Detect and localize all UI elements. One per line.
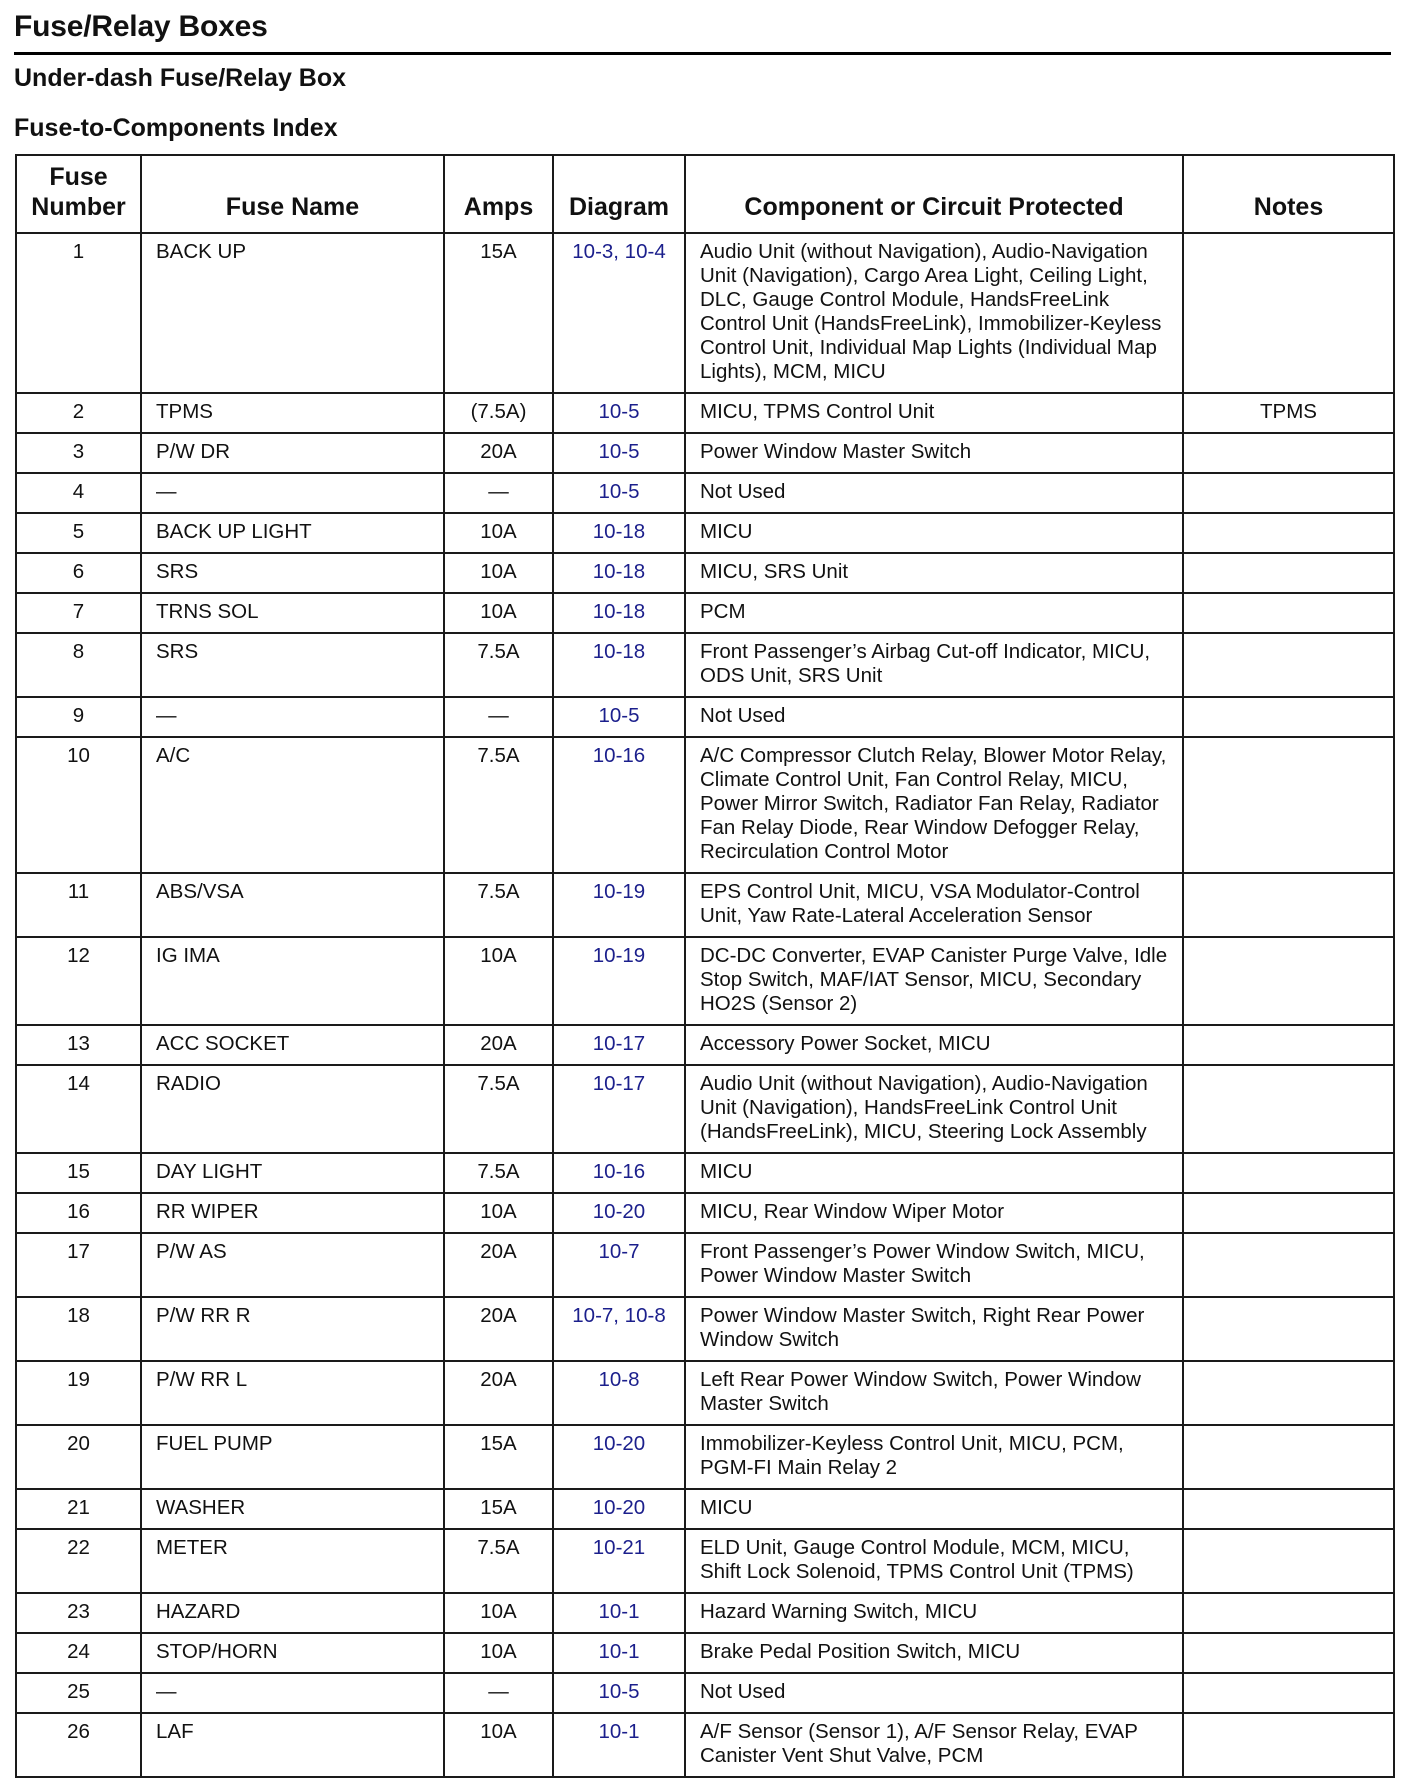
fuse-number-cell: 16: [16, 1193, 141, 1233]
diagram-link[interactable]: 10-20: [553, 1193, 685, 1233]
amps-cell: 20A: [444, 433, 553, 473]
component-cell: Front Passenger’s Airbag Cut-off Indicator, MICU, ODS Unit, SRS Unit: [685, 633, 1183, 697]
fuse-number-cell: 9: [16, 697, 141, 737]
amps-cell: 10A: [444, 937, 553, 1025]
amps-cell: 7.5A: [444, 633, 553, 697]
amps-cell: 10A: [444, 1633, 553, 1673]
section-heading: Fuse-to-Components Index: [14, 114, 338, 142]
table-row: [16, 937, 1394, 1025]
fuse-number-cell: 1: [16, 233, 141, 393]
notes-cell: [1183, 433, 1394, 473]
document-page: [14, 0, 1394, 1767]
table-row: [16, 1361, 1394, 1425]
fuse-name-cell: TRNS SOL: [141, 593, 444, 633]
diagram-link[interactable]: 10-21: [553, 1529, 685, 1593]
notes-cell: [1183, 1193, 1394, 1233]
amps-cell: 10A: [444, 553, 553, 593]
diagram-link[interactable]: 10-18: [553, 633, 685, 697]
table-row: [16, 513, 1394, 553]
notes-cell: [1183, 1153, 1394, 1193]
amps-cell: 20A: [444, 1361, 553, 1425]
notes-cell: [1183, 1233, 1394, 1297]
component-cell: DC-DC Converter, EVAP Canister Purge Valve, Idle Stop Switch, MAF/IAT Sensor, MICU, Secondary HO2S (Sensor 2): [685, 937, 1183, 1025]
fuse-number-cell: 20: [16, 1425, 141, 1489]
table-row: [16, 1025, 1394, 1065]
fuse-number-cell: 26: [16, 1713, 141, 1777]
fuse-number-cell: 13: [16, 1025, 141, 1065]
amps-cell: 10A: [444, 1593, 553, 1633]
fuse-name-cell: A/C: [141, 737, 444, 873]
table-row: [16, 1489, 1394, 1529]
fuse-number-cell: 3: [16, 433, 141, 473]
fuse-number-cell: 24: [16, 1633, 141, 1673]
fuse-number-cell: 19: [16, 1361, 141, 1425]
amps-cell: 7.5A: [444, 1153, 553, 1193]
diagram-link[interactable]: 10-17: [553, 1025, 685, 1065]
table-row: [16, 1065, 1394, 1153]
notes-cell: [1183, 553, 1394, 593]
diagram-link[interactable]: 10-5: [553, 433, 685, 473]
notes-cell: [1183, 1297, 1394, 1361]
notes-cell: [1183, 697, 1394, 737]
amps-cell: 10A: [444, 513, 553, 553]
amps-cell: 20A: [444, 1025, 553, 1065]
diagram-link[interactable]: 10-1: [553, 1713, 685, 1777]
notes-cell: [1183, 1633, 1394, 1673]
diagram-link[interactable]: 10-1: [553, 1593, 685, 1633]
table-row: [16, 1529, 1394, 1593]
fuse-number-cell: 12: [16, 937, 141, 1025]
diagram-link[interactable]: 10-7: [553, 1233, 685, 1297]
fuse-number-cell: 5: [16, 513, 141, 553]
title-divider: [14, 52, 1391, 55]
header-fuse-number-line2: Number: [31, 193, 126, 221]
notes-cell: [1183, 1673, 1394, 1713]
notes-cell: [1183, 737, 1394, 873]
fuse-number-cell: 10: [16, 737, 141, 873]
amps-cell: 15A: [444, 1489, 553, 1529]
table-row: [16, 593, 1394, 633]
header-component: Component or Circuit Protected: [685, 155, 1183, 233]
diagram-link[interactable]: 10-19: [553, 873, 685, 937]
fuse-name-cell: BACK UP: [141, 233, 444, 393]
component-cell: Not Used: [685, 1673, 1183, 1713]
component-cell: Power Window Master Switch, Right Rear Power Window Switch: [685, 1297, 1183, 1361]
table-row: [16, 393, 1394, 433]
fuse-number-cell: 23: [16, 1593, 141, 1633]
table-row: [16, 1233, 1394, 1297]
table-row: [16, 1193, 1394, 1233]
header-notes: Notes: [1183, 155, 1394, 233]
component-cell: MICU, Rear Window Wiper Motor: [685, 1193, 1183, 1233]
amps-cell: —: [444, 473, 553, 513]
table-body: [16, 233, 1394, 1777]
fuse-name-cell: P/W RR R: [141, 1297, 444, 1361]
component-cell: MICU: [685, 1153, 1183, 1193]
component-cell: Left Rear Power Window Switch, Power Window Master Switch: [685, 1361, 1183, 1425]
fuse-name-cell: DAY LIGHT: [141, 1153, 444, 1193]
amps-cell: 15A: [444, 233, 553, 393]
header-amps: Amps: [444, 155, 553, 233]
fuse-name-cell: P/W AS: [141, 1233, 444, 1297]
component-cell: Front Passenger’s Power Window Switch, MICU, Power Window Master Switch: [685, 1233, 1183, 1297]
fuse-name-cell: STOP/HORN: [141, 1633, 444, 1673]
fuse-name-cell: TPMS: [141, 393, 444, 433]
fuse-number-cell: 21: [16, 1489, 141, 1529]
amps-cell: 20A: [444, 1297, 553, 1361]
fuse-number-cell: 22: [16, 1529, 141, 1593]
notes-cell: [1183, 1489, 1394, 1529]
component-cell: Power Window Master Switch: [685, 433, 1183, 473]
fuse-name-cell: IG IMA: [141, 937, 444, 1025]
component-cell: MICU, TPMS Control Unit: [685, 393, 1183, 433]
table-row: [16, 633, 1394, 697]
table-row: [16, 1425, 1394, 1489]
fuse-number-cell: 17: [16, 1233, 141, 1297]
fuse-name-cell: HAZARD: [141, 1593, 444, 1633]
table-row: [16, 553, 1394, 593]
component-cell: Not Used: [685, 697, 1183, 737]
table-row: [16, 1713, 1394, 1777]
fuse-number-cell: 25: [16, 1673, 141, 1713]
component-cell: Hazard Warning Switch, MICU: [685, 1593, 1183, 1633]
fuse-number-cell: 2: [16, 393, 141, 433]
component-cell: Audio Unit (without Navigation), Audio-Navigation Unit (Navigation), HandsFreeLink Control Unit (HandsFreeLink), MICU, Steering Lock Assembly: [685, 1065, 1183, 1153]
notes-cell: [1183, 1065, 1394, 1153]
component-cell: MICU: [685, 1489, 1183, 1529]
notes-cell: [1183, 233, 1394, 393]
fuse-name-cell: P/W RR L: [141, 1361, 444, 1425]
component-cell: A/C Compressor Clutch Relay, Blower Motor Relay, Climate Control Unit, Fan Control Relay, MICU, Power Mirror Switch, Radiator Fan Relay, Radiator Fan Relay Diode, Rear Window Defogger Relay, Recirculation Control Motor: [685, 737, 1183, 873]
fuse-number-cell: 14: [16, 1065, 141, 1153]
diagram-link[interactable]: 10-17: [553, 1065, 685, 1153]
fuse-name-cell: RR WIPER: [141, 1193, 444, 1233]
diagram-link[interactable]: 10-7, 10-8: [553, 1297, 685, 1361]
notes-cell: [1183, 473, 1394, 513]
fuse-number-cell: 11: [16, 873, 141, 937]
amps-cell: 15A: [444, 1425, 553, 1489]
table-row: [16, 1633, 1394, 1673]
component-cell: EPS Control Unit, MICU, VSA Modulator-Control Unit, Yaw Rate-Lateral Acceleration Sensor: [685, 873, 1183, 937]
header-fuse-number-line1: Fuse: [49, 163, 108, 191]
table-row: [16, 873, 1394, 937]
notes-cell: TPMS: [1183, 393, 1394, 433]
fuse-number-cell: 15: [16, 1153, 141, 1193]
diagram-link[interactable]: 10-8: [553, 1361, 685, 1425]
fuse-number-cell: 4: [16, 473, 141, 513]
table-row: [16, 737, 1394, 873]
amps-cell: —: [444, 1673, 553, 1713]
diagram-link[interactable]: 10-5: [553, 697, 685, 737]
component-cell: Accessory Power Socket, MICU: [685, 1025, 1183, 1065]
header-fuse-number: [16, 155, 141, 233]
fuse-name-cell: P/W DR: [141, 433, 444, 473]
diagram-link[interactable]: 10-16: [553, 737, 685, 873]
fuse-index-table: [15, 154, 1395, 1778]
notes-cell: [1183, 1025, 1394, 1065]
diagram-link[interactable]: 10-18: [553, 513, 685, 553]
fuse-name-cell: ABS/VSA: [141, 873, 444, 937]
component-cell: Immobilizer-Keyless Control Unit, MICU, PCM, PGM-FI Main Relay 2: [685, 1425, 1183, 1489]
table-row: [16, 1297, 1394, 1361]
fuse-name-cell: —: [141, 473, 444, 513]
component-cell: MICU, SRS Unit: [685, 553, 1183, 593]
table-row: [16, 697, 1394, 737]
diagram-link[interactable]: 10-16: [553, 1153, 685, 1193]
amps-cell: 10A: [444, 1193, 553, 1233]
fuse-name-cell: ACC SOCKET: [141, 1025, 444, 1065]
notes-cell: [1183, 1593, 1394, 1633]
amps-cell: 10A: [444, 1713, 553, 1777]
amps-cell: —: [444, 697, 553, 737]
diagram-link[interactable]: 10-20: [553, 1425, 685, 1489]
table-row: [16, 1673, 1394, 1713]
fuse-name-cell: METER: [141, 1529, 444, 1593]
notes-cell: [1183, 1529, 1394, 1593]
table-header-row: [16, 155, 1394, 233]
notes-cell: [1183, 633, 1394, 697]
table-row: [16, 1153, 1394, 1193]
diagram-link[interactable]: 10-3, 10-4: [553, 233, 685, 393]
amps-cell: 20A: [444, 1233, 553, 1297]
fuse-name-cell: SRS: [141, 633, 444, 697]
component-cell: Brake Pedal Position Switch, MICU: [685, 1633, 1183, 1673]
fuse-name-cell: LAF: [141, 1713, 444, 1777]
fuse-number-cell: 8: [16, 633, 141, 697]
component-cell: Not Used: [685, 473, 1183, 513]
notes-cell: [1183, 513, 1394, 553]
notes-cell: [1183, 873, 1394, 937]
component-cell: MICU: [685, 513, 1183, 553]
page-title: Fuse/Relay Boxes: [14, 10, 268, 43]
fuse-number-cell: 18: [16, 1297, 141, 1361]
amps-cell: 7.5A: [444, 737, 553, 873]
notes-cell: [1183, 1425, 1394, 1489]
diagram-link[interactable]: 10-1: [553, 1633, 685, 1673]
component-cell: A/F Sensor (Sensor 1), A/F Sensor Relay, EVAP Canister Vent Shut Valve, PCM: [685, 1713, 1183, 1777]
diagram-link[interactable]: 10-19: [553, 937, 685, 1025]
fuse-name-cell: —: [141, 697, 444, 737]
component-cell: PCM: [685, 593, 1183, 633]
diagram-link[interactable]: 10-18: [553, 593, 685, 633]
amps-cell: 10A: [444, 593, 553, 633]
fuse-name-cell: FUEL PUMP: [141, 1425, 444, 1489]
fuse-number-cell: 6: [16, 553, 141, 593]
page-subtitle: Under-dash Fuse/Relay Box: [14, 64, 347, 92]
component-cell: Audio Unit (without Navigation), Audio-Navigation Unit (Navigation), Cargo Area Light, Ceiling Light, DLC, Gauge Control Module, HandsFreeLink Control Unit (HandsFreeLink), Immobilizer-Keyless Control Unit, Individual Map Lights (Individual Map Lights), MCM, MICU: [685, 233, 1183, 393]
amps-cell: 7.5A: [444, 1065, 553, 1153]
table-row: [16, 233, 1394, 393]
fuse-name-cell: BACK UP LIGHT: [141, 513, 444, 553]
table-row: [16, 473, 1394, 513]
notes-cell: [1183, 1713, 1394, 1777]
diagram-link[interactable]: 10-20: [553, 1489, 685, 1529]
diagram-link[interactable]: 10-5: [553, 1673, 685, 1713]
fuse-number-cell: 7: [16, 593, 141, 633]
fuse-name-cell: —: [141, 1673, 444, 1713]
header-diagram: Diagram: [553, 155, 685, 233]
diagram-link[interactable]: 10-18: [553, 553, 685, 593]
table-row: [16, 433, 1394, 473]
header-fuse-name: Fuse Name: [141, 155, 444, 233]
notes-cell: [1183, 937, 1394, 1025]
notes-cell: [1183, 593, 1394, 633]
fuse-name-cell: WASHER: [141, 1489, 444, 1529]
diagram-link[interactable]: 10-5: [553, 393, 685, 433]
component-cell: ELD Unit, Gauge Control Module, MCM, MICU, Shift Lock Solenoid, TPMS Control Unit (TPMS): [685, 1529, 1183, 1593]
diagram-link[interactable]: 10-5: [553, 473, 685, 513]
fuse-name-cell: RADIO: [141, 1065, 444, 1153]
amps-cell: 7.5A: [444, 873, 553, 937]
amps-cell: 7.5A: [444, 1529, 553, 1593]
amps-cell: (7.5A): [444, 393, 553, 433]
notes-cell: [1183, 1361, 1394, 1425]
fuse-name-cell: SRS: [141, 553, 444, 593]
table-row: [16, 1593, 1394, 1633]
